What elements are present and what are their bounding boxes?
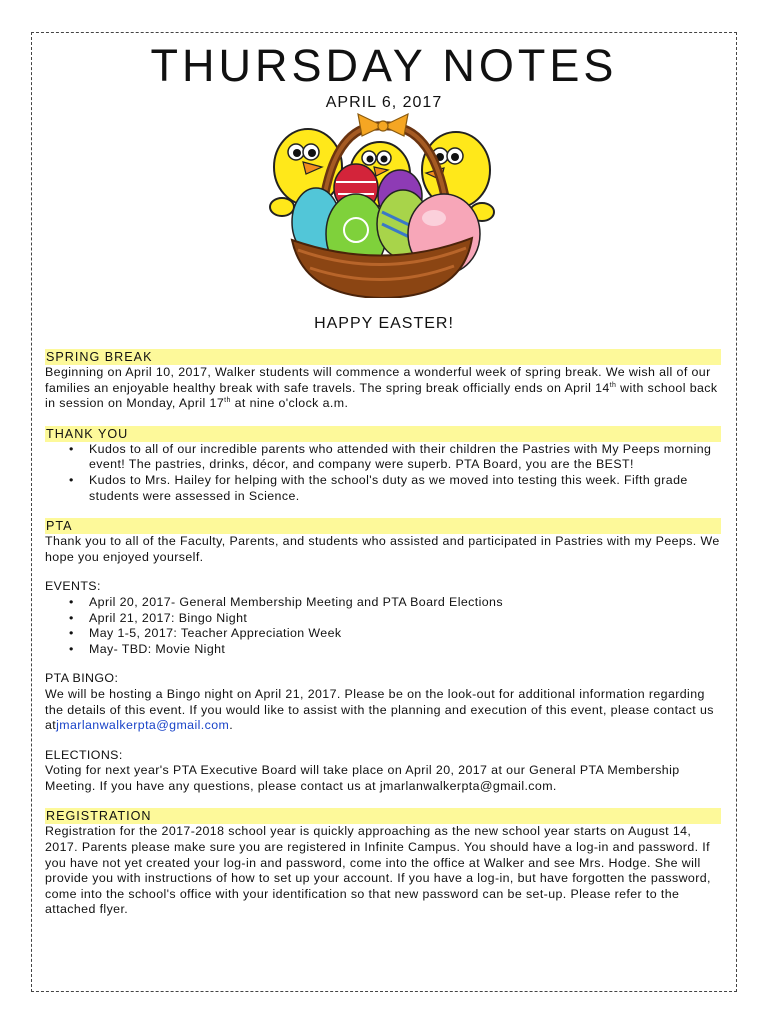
elections-label: ELECTIONS: (45, 747, 123, 762)
newsletter-body (45, 349, 721, 918)
section-heading-pta: PTA (45, 518, 721, 534)
newsletter-date: APRIL 6, 2017 (325, 94, 443, 111)
easter-greeting: HAPPY EASTER! (314, 315, 454, 332)
section-heading-spring-break: SPRING BREAK (45, 349, 721, 365)
thank-you-list (45, 442, 721, 504)
list-item: • Kudos to all of our incredible parents who attended with their children the Pastries with My Peeps morning event! The pastries, drinks, décor, and company were superb. PTA Board, you are the BEST! (89, 442, 721, 473)
list-item: • May 1-5, 2017: Teacher Appreciation Week (89, 626, 721, 642)
events-list (45, 595, 721, 657)
spring-break-text: Beginning on April 10, 2017, Walker students will commence a wonderful week of spring break. We wish all of our families an enjoyable healthy break with safe travels. The spring break officially ends on April 14th with school back in session on Monday, April 17th at nine o'clock a.m. (45, 365, 718, 411)
pta-intro: Thank you to all of the Faculty, Parents, and students who assisted and participated in Pastries with my Peeps. We hope you enjoyed yourself. (45, 534, 720, 564)
pta-bingo-text: We will be hosting a Bingo night on April 21, 2017. Please be on the look-out for additional information regarding the details of this event. If you would like to assist with the planning and execution of this event, please contact us atjmarlanwalkerpta@gmail.com. (45, 686, 714, 733)
section-heading-registration: REGISTRATION (45, 808, 721, 824)
easter-basket-chicks-icon (258, 112, 508, 298)
page-title: THURSDAY NOTES (150, 40, 618, 91)
events-label: EVENTS: (45, 579, 101, 594)
section-heading-thank-you: THANK YOU (45, 426, 721, 442)
pta-bingo-label: PTA BINGO: (45, 671, 119, 686)
list-item: • April 20, 2017- General Membership Meeting and PTA Board Elections (89, 595, 721, 611)
list-item: • Kudos to Mrs. Hailey for helping with the school's duty as we moved into testing this week. Fifth grade students were assessed in Science. (89, 473, 721, 504)
list-item: • April 21, 2017: Bingo Night (89, 611, 721, 627)
email-link[interactable]: jmarlanwalkerpta@gmail.com (56, 718, 230, 733)
registration-text: Registration for the 2017-2018 school year is quickly approaching as the new school year starts on August 14, 2017. Parents please make sure you are registered in Infinite Campus. You should have a log-in and password. If you have not yet created your log-in and password, come into the office at Walker and see Mrs. Hodge. She will provide you with instructions of how to set up your account. If you have a log-in, but have forgotten the password, come into the school's office with your identification so that new password can be set-up. Please refer to the attached flyer. (45, 824, 711, 917)
elections-text: Voting for next year's PTA Executive Board will take place on April 20, 2017 at our General PTA Membership Meeting. If you have any questions, please contact us at jmarlanwalkerpta@gmail.com. (45, 763, 680, 793)
list-item: • May- TBD: Movie Night (89, 642, 721, 658)
